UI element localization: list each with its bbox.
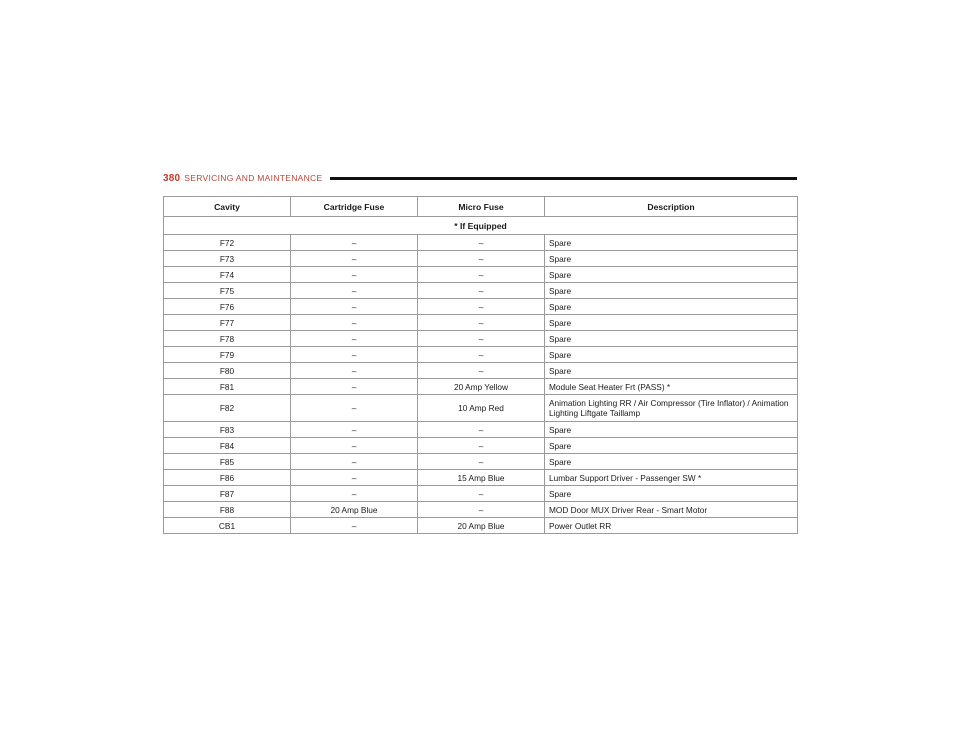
cell-cartridge-fuse: – xyxy=(291,267,418,283)
fuse-table xyxy=(163,196,798,534)
cell-cavity: F86 xyxy=(164,470,291,486)
table-row xyxy=(164,331,798,347)
table-row xyxy=(164,315,798,331)
cell-micro-fuse: – xyxy=(418,235,545,251)
cell-description: Animation Lighting RR / Air Compressor (Tire Inflator) / Animation Lighting Liftgate Taillamp xyxy=(545,395,798,422)
cell-micro-fuse: – xyxy=(418,486,545,502)
cell-description: Spare xyxy=(545,363,798,379)
table-row xyxy=(164,235,798,251)
table-row xyxy=(164,363,798,379)
cell-description: Spare xyxy=(545,422,798,438)
cell-cartridge-fuse: – xyxy=(291,395,418,422)
column-header-cartridge-fuse: Cartridge Fuse xyxy=(291,197,418,217)
cell-cavity: F73 xyxy=(164,251,291,267)
cell-description: Spare xyxy=(545,331,798,347)
cell-cavity: F87 xyxy=(164,486,291,502)
column-header-cavity: Cavity xyxy=(164,197,291,217)
cell-cavity: F77 xyxy=(164,315,291,331)
table-header-row xyxy=(164,197,798,217)
table-row xyxy=(164,470,798,486)
cell-cartridge-fuse: – xyxy=(291,331,418,347)
cell-description: Module Seat Heater Frt (PASS) * xyxy=(545,379,798,395)
footnote-row xyxy=(164,217,798,235)
cell-cavity: F85 xyxy=(164,454,291,470)
table-row xyxy=(164,438,798,454)
footnote-if-equipped: * If Equipped xyxy=(164,217,798,235)
cell-description: Spare xyxy=(545,283,798,299)
cell-description: Spare xyxy=(545,299,798,315)
cell-description: Spare xyxy=(545,347,798,363)
cell-cavity: F74 xyxy=(164,267,291,283)
cell-cavity: F75 xyxy=(164,283,291,299)
table-row xyxy=(164,299,798,315)
page-header xyxy=(163,170,797,186)
cell-micro-fuse: 20 Amp Blue xyxy=(418,518,545,534)
cell-micro-fuse: – xyxy=(418,315,545,331)
cell-cavity: F78 xyxy=(164,331,291,347)
cell-cartridge-fuse: – xyxy=(291,299,418,315)
cell-description: Spare xyxy=(545,454,798,470)
cell-micro-fuse: – xyxy=(418,299,545,315)
cell-micro-fuse: – xyxy=(418,347,545,363)
cell-micro-fuse: – xyxy=(418,251,545,267)
cell-cavity: F83 xyxy=(164,422,291,438)
cell-cartridge-fuse: – xyxy=(291,315,418,331)
header-rule xyxy=(330,177,797,180)
cell-cavity: F80 xyxy=(164,363,291,379)
cell-cavity: F82 xyxy=(164,395,291,422)
cell-cartridge-fuse: – xyxy=(291,379,418,395)
table-row xyxy=(164,486,798,502)
cell-cartridge-fuse: – xyxy=(291,283,418,299)
cell-micro-fuse: 10 Amp Red xyxy=(418,395,545,422)
table-row xyxy=(164,347,798,363)
cell-micro-fuse: – xyxy=(418,422,545,438)
cell-micro-fuse: – xyxy=(418,267,545,283)
cell-cartridge-fuse: – xyxy=(291,347,418,363)
cell-cavity: CB1 xyxy=(164,518,291,534)
cell-cartridge-fuse: – xyxy=(291,438,418,454)
cell-cavity: F79 xyxy=(164,347,291,363)
cell-micro-fuse: 15 Amp Blue xyxy=(418,470,545,486)
cell-cartridge-fuse: – xyxy=(291,486,418,502)
cell-description: MOD Door MUX Driver Rear - Smart Motor xyxy=(545,502,798,518)
cell-cartridge-fuse: – xyxy=(291,518,418,534)
column-header-description: Description xyxy=(545,197,798,217)
cell-cavity: F88 xyxy=(164,502,291,518)
table-row xyxy=(164,518,798,534)
cell-description: Spare xyxy=(545,267,798,283)
cell-cartridge-fuse: – xyxy=(291,251,418,267)
column-header-micro-fuse: Micro Fuse xyxy=(418,197,545,217)
table-row xyxy=(164,502,798,518)
table-row xyxy=(164,251,798,267)
cell-description: Spare xyxy=(545,438,798,454)
table-row xyxy=(164,422,798,438)
table-row xyxy=(164,379,798,395)
cell-cartridge-fuse: 20 Amp Blue xyxy=(291,502,418,518)
cell-micro-fuse: – xyxy=(418,454,545,470)
section-title: SERVICING AND MAINTENANCE xyxy=(184,173,323,183)
cell-cartridge-fuse: – xyxy=(291,422,418,438)
cell-micro-fuse: – xyxy=(418,438,545,454)
cell-cavity: F84 xyxy=(164,438,291,454)
cell-description: Spare xyxy=(545,486,798,502)
page-number: 380 xyxy=(163,172,181,184)
cell-micro-fuse: – xyxy=(418,331,545,347)
cell-cartridge-fuse: – xyxy=(291,235,418,251)
cell-cavity: F76 xyxy=(164,299,291,315)
cell-micro-fuse: – xyxy=(418,363,545,379)
cell-description: Spare xyxy=(545,315,798,331)
cell-cavity: F81 xyxy=(164,379,291,395)
cell-description: Spare xyxy=(545,235,798,251)
cell-cartridge-fuse: – xyxy=(291,454,418,470)
cell-micro-fuse: – xyxy=(418,283,545,299)
cell-description: Spare xyxy=(545,251,798,267)
cell-micro-fuse: 20 Amp Yellow xyxy=(418,379,545,395)
table-row xyxy=(164,454,798,470)
table-row xyxy=(164,395,798,422)
cell-cartridge-fuse: – xyxy=(291,363,418,379)
cell-cartridge-fuse: – xyxy=(291,470,418,486)
table-row xyxy=(164,283,798,299)
cell-description: Lumbar Support Driver - Passenger SW * xyxy=(545,470,798,486)
cell-cavity: F72 xyxy=(164,235,291,251)
table-row xyxy=(164,267,798,283)
cell-description: Power Outlet RR xyxy=(545,518,798,534)
cell-micro-fuse: – xyxy=(418,502,545,518)
